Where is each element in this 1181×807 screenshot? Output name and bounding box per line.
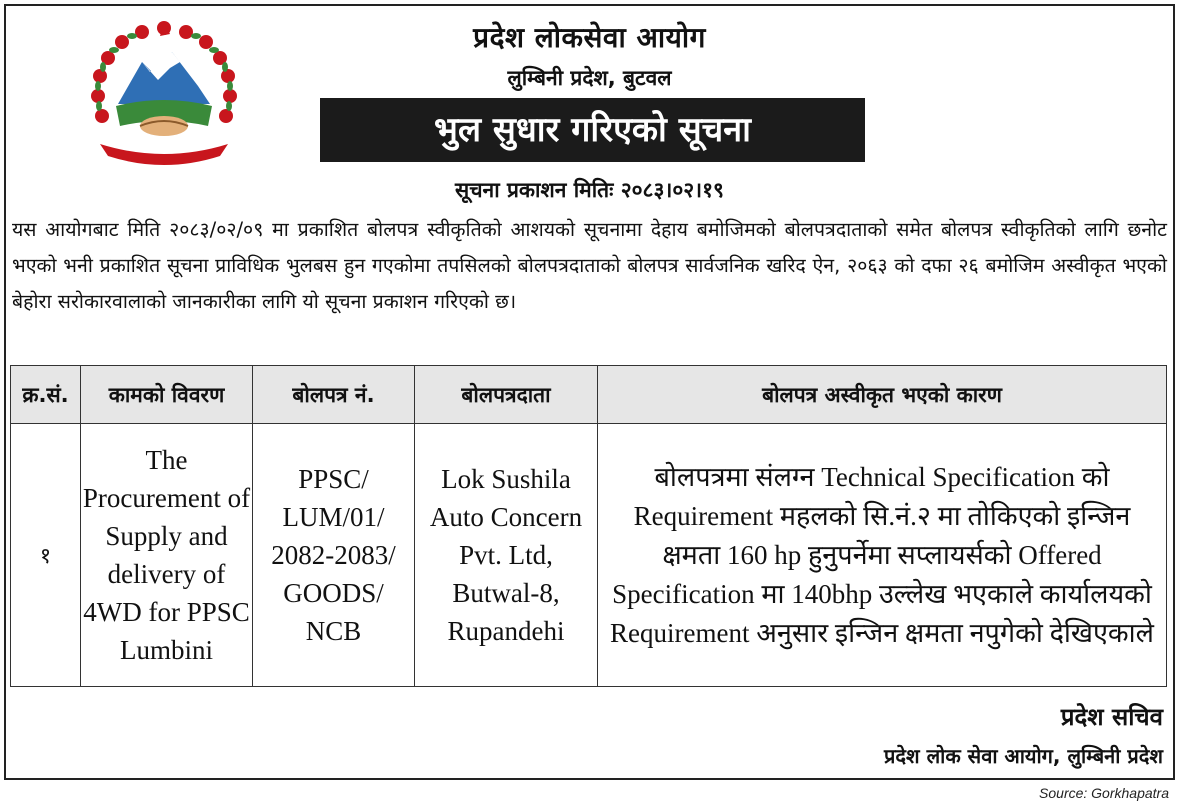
- cell-bidder: Lok Sushila Auto Concern Pvt. Ltd, Butwal-8, Rupandehi: [415, 424, 598, 687]
- col-header-reason: बोलपत्र अस्वीकृत भएको कारण: [598, 366, 1167, 424]
- cell-bid-no: PPSC/ LUM/01/ 2082-2083/ GOODS/ NCB: [253, 424, 415, 687]
- col-header-sn: क्र.सं.: [11, 366, 81, 424]
- notice-paragraph: यस आयोगबाट मिति २०८३/०२/०९ मा प्रकाशित बोलपत्र स्वीकृतिको आशयको सूचनामा देहाय बमोजिमको बोलपत्रदाताको समेत बोलपत्र स्वीकृतिको लागि छनोट भएको भनी प्रकाशित सूचना प्राविधिक भुलबस हुन गएकोमा तपसिलको बोलपत्रदाताको बोलपत्र सार्वजनिक खरिद ऐन, २०६३ को दफा २६ बमोजिम अस्वीकृत भएको बेहोरा सरोकारवालाको जानकारीका लागि यो सूचना प्रकाशन गरिएको छ।: [12, 218, 1167, 313]
- source-credit: Source: Gorkhapatra: [1039, 785, 1169, 801]
- signatory-org: प्रदेश लोक सेवा आयोग, लुम्बिनी प्रदेश: [884, 744, 1163, 768]
- publish-date: सूचना प्रकाशन मितिः २०८३।०२।१९: [455, 178, 724, 202]
- cell-sn: १: [11, 424, 81, 687]
- table-header-row: [11, 366, 1167, 424]
- notice-title: भुल सुधार गरिएको सूचना: [320, 98, 865, 162]
- cell-work: The Procurement of Supply and delivery of 4WD for PPSC Lumbini: [81, 424, 253, 687]
- cell-reason: बोलपत्रमा संलग्न Technical Specification को Requirement महलको सि.नं.२ मा तोकिएको इन्जिन क्षमता 160 hp हुनुपर्नेमा सप्लायर्सको Offered Specification मा 140bhp उल्लेख भएकाले कार्यालयको Requirement अनुसार इन्जिन क्षमता नपुगेको देखिएकाले: [598, 424, 1167, 687]
- org-location: लुम्बिनी प्रदेश, बुटवल: [507, 66, 672, 90]
- table-row: [11, 424, 1167, 687]
- col-header-bid-no: बोलपत्र नं.: [253, 366, 415, 424]
- notice-frame: [4, 4, 1175, 780]
- bid-rejection-table: [10, 365, 1167, 687]
- org-name: प्रदेश लोकसेवा आयोग: [473, 21, 706, 54]
- col-header-work: कामको विवरण: [81, 366, 253, 424]
- signatory-title: प्रदेश सचिव: [1060, 703, 1163, 731]
- col-header-bidder: बोलपत्रदाता: [415, 366, 598, 424]
